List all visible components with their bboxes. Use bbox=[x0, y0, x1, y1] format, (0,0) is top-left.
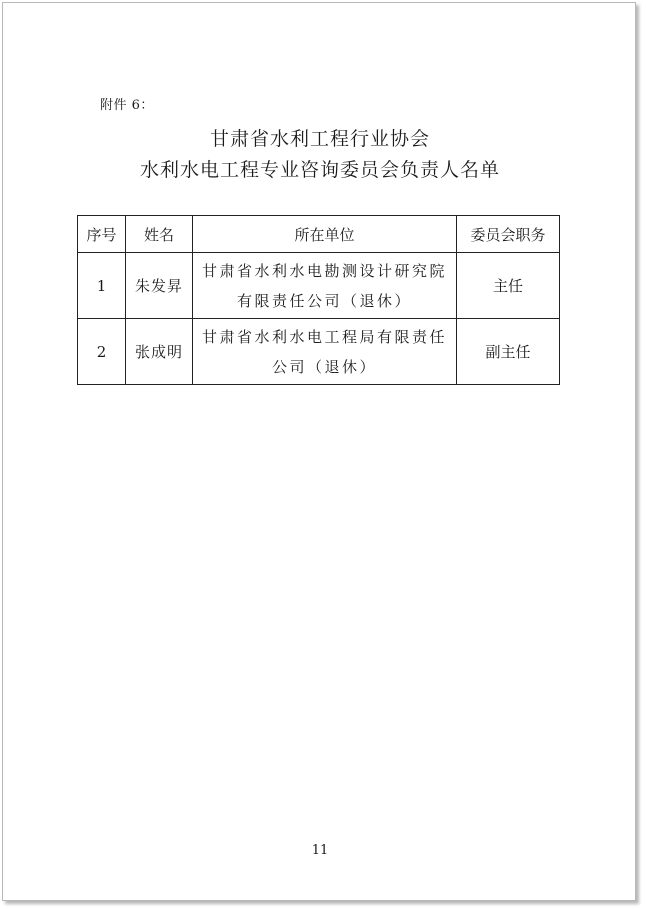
row-seq: 2 bbox=[78, 319, 126, 385]
row-unit-line1: 甘肃省水利水电工程局有限责任 bbox=[201, 327, 447, 346]
row-seq: 1 bbox=[78, 253, 126, 319]
row-unit bbox=[193, 253, 457, 319]
row-position: 副主任 bbox=[457, 319, 560, 385]
row-unit-line2: 有限责任公司（退休） bbox=[236, 291, 412, 310]
row-position: 主任 bbox=[457, 253, 560, 319]
row-name: 张成明 bbox=[126, 319, 193, 385]
header-seq: 序号 bbox=[78, 216, 126, 253]
header-unit: 所在单位 bbox=[193, 216, 457, 253]
row-unit bbox=[193, 319, 457, 385]
table-header-row bbox=[78, 216, 560, 253]
header-position: 委员会职务 bbox=[457, 216, 560, 253]
table-row bbox=[78, 319, 560, 385]
personnel-table bbox=[77, 215, 560, 385]
row-name: 朱发昇 bbox=[126, 253, 193, 319]
document-title-line1: 甘肃省水利工程行业协会 bbox=[209, 128, 430, 150]
document-page bbox=[2, 2, 636, 901]
document-title-line2: 水利水电工程专业咨询委员会负责人名单 bbox=[139, 159, 500, 181]
header-name: 姓名 bbox=[126, 216, 193, 253]
attachment-label: 附件 6： bbox=[100, 98, 154, 113]
row-unit-line1: 甘肃省水利水电勘测设计研究院 bbox=[201, 261, 447, 280]
row-unit-line2: 公司（退休） bbox=[271, 357, 377, 376]
table-row bbox=[78, 253, 560, 319]
page-number: 11 bbox=[311, 843, 329, 858]
